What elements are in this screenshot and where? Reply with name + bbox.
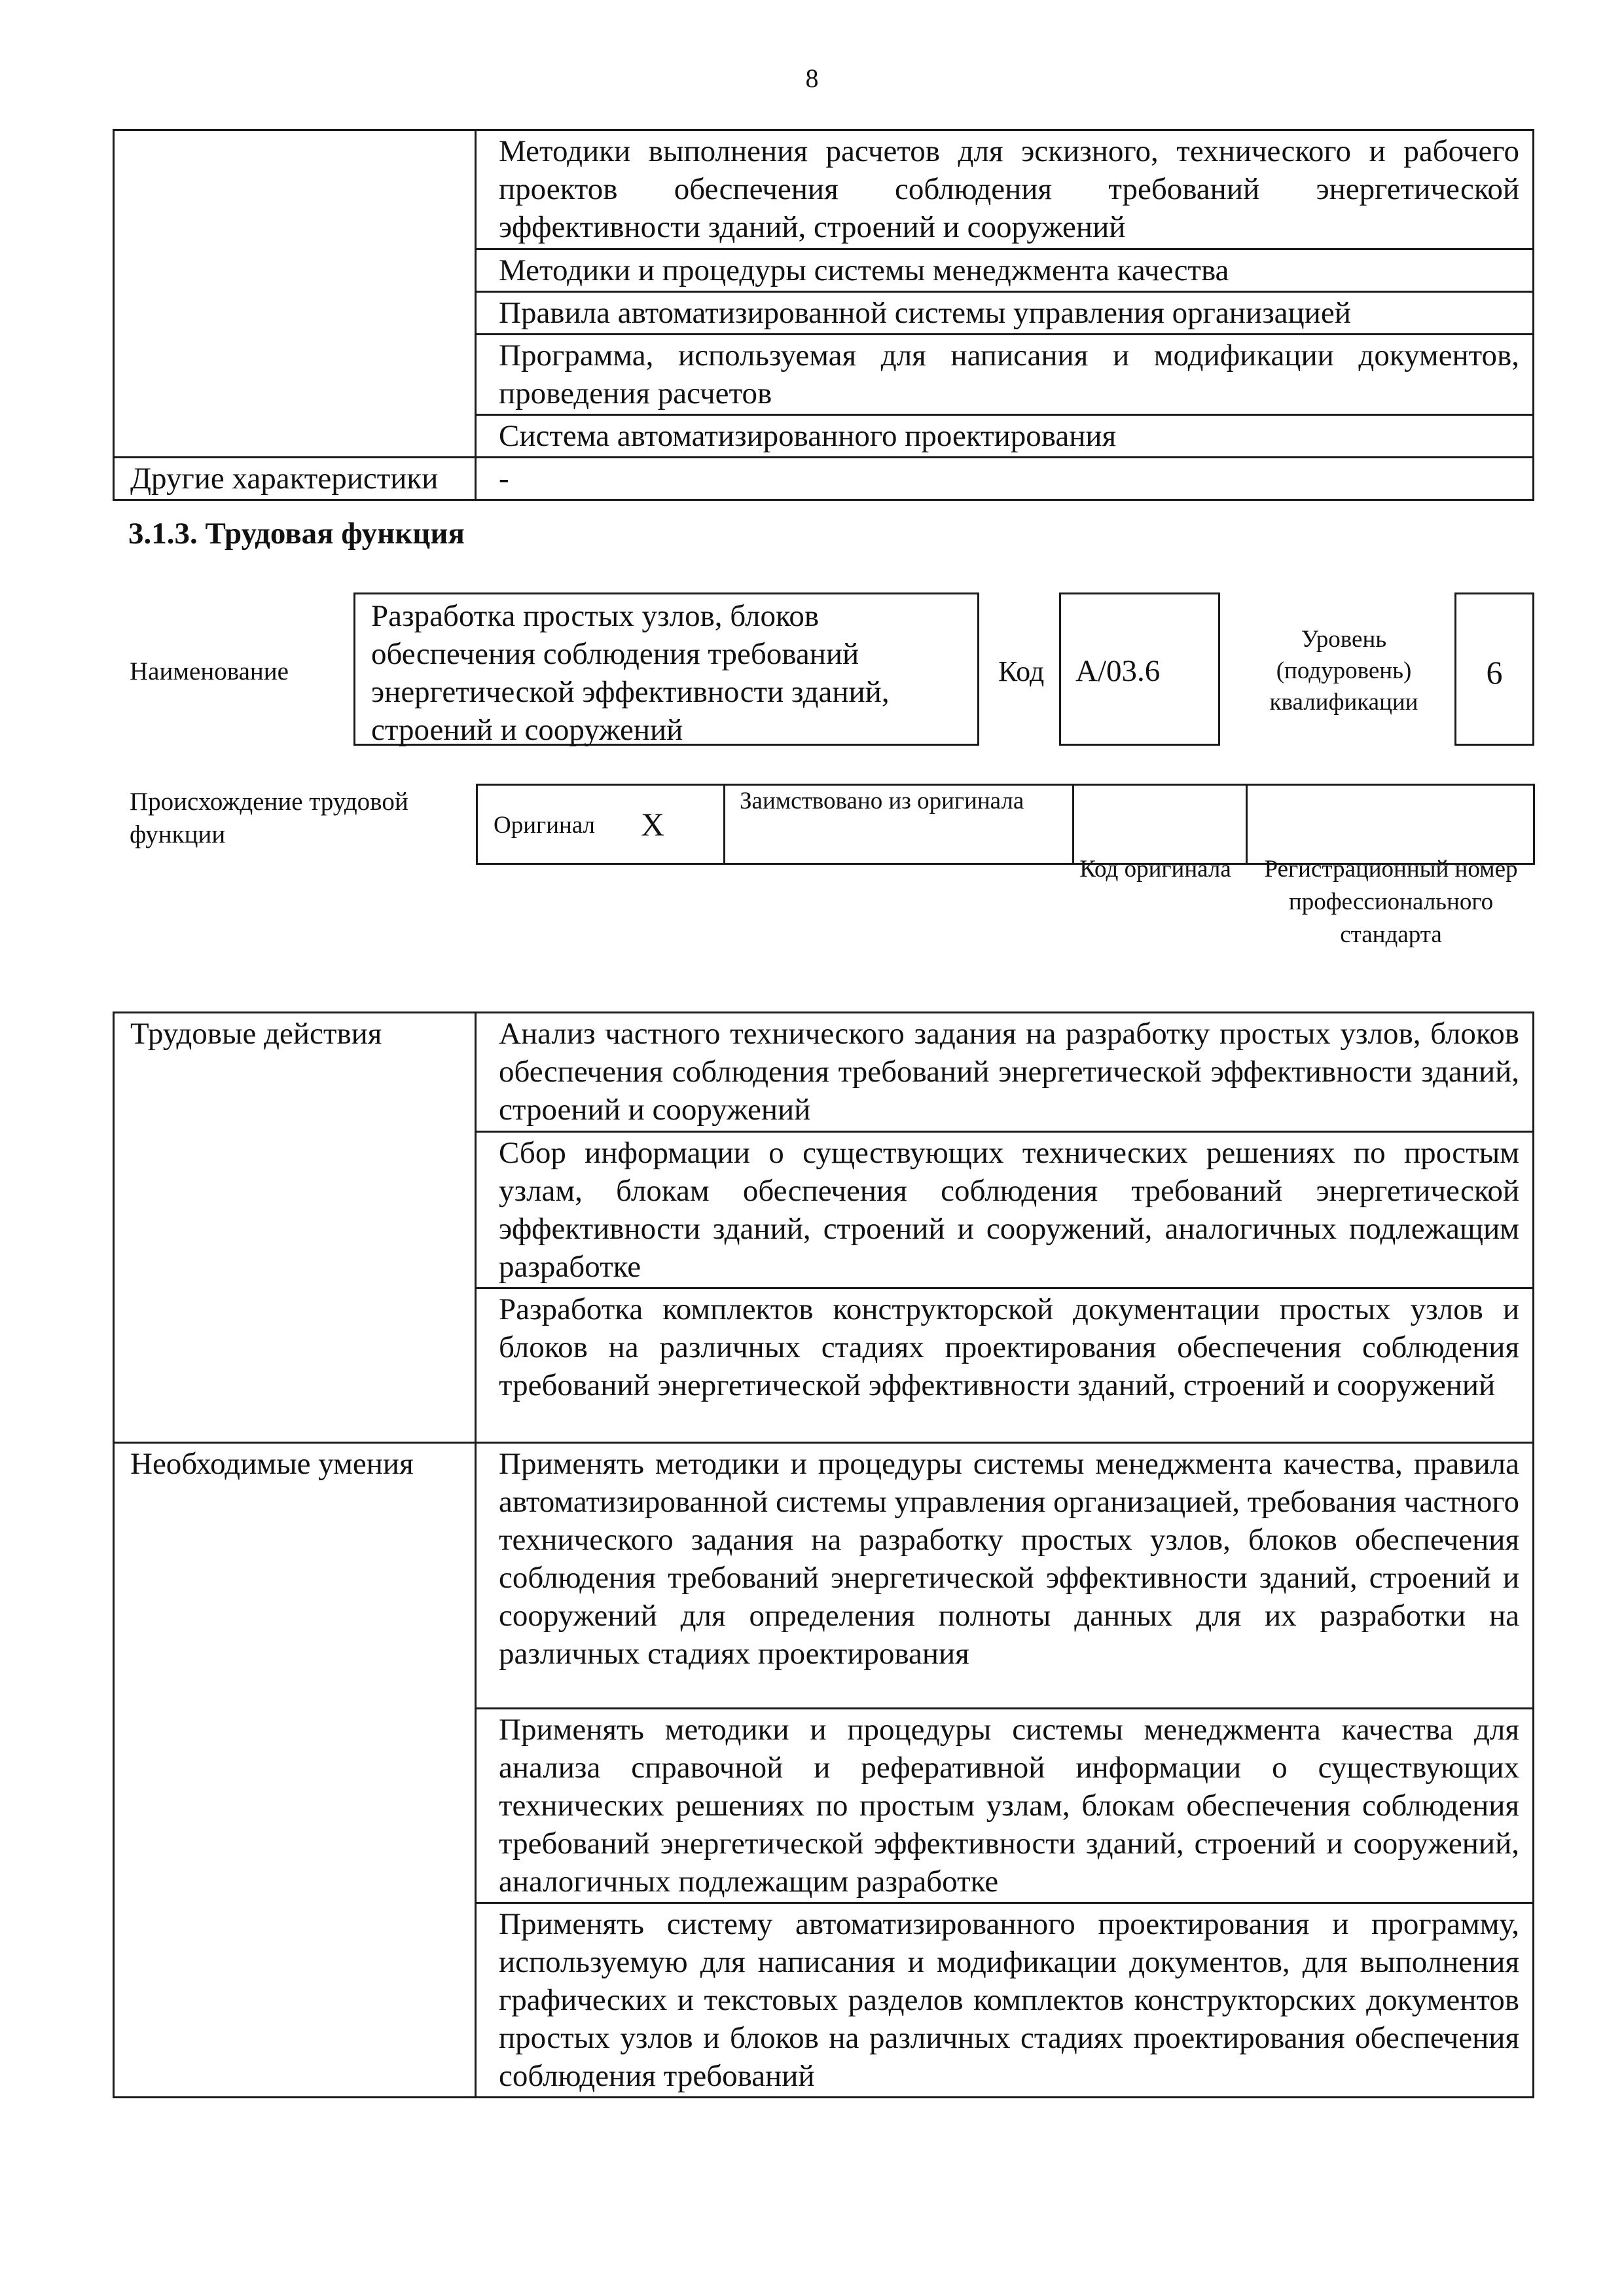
function-code-box: A/03.6 <box>1059 592 1220 746</box>
knowledge-item: Правила автоматизированной системы управления организацией <box>476 292 1534 335</box>
knowledge-item: Методики и процедуры системы менеджмента качества <box>476 249 1534 292</box>
labor-action-item: Анализ частного технического задания на разработку простых узлов, блоков обеспечения соблюдения требований энергетической эффективности зданий, строений и сооружений <box>476 1013 1534 1132</box>
registration-number-caption: Регистрационный номер профессионального стандарта <box>1264 856 1518 948</box>
borrowed-cell: Заимствовано из оригинала <box>725 785 1074 864</box>
other-characteristics-value: - <box>476 458 1534 500</box>
knowledge-item: Методики выполнения расчетов для эскизного, технического и рабочего проектов обеспечения соблюдения требований энергетической эффективности зданий, строений и сооружений <box>476 130 1534 249</box>
original-code-caption: Код оригинала <box>1079 856 1231 883</box>
qualification-level-label: Уровень (подуровень) квалификации <box>1269 626 1418 716</box>
section-heading: 3.1.3. Трудовая функция <box>128 517 465 551</box>
labor-action-item: Сбор информации о существующих технических решениях по простым узлам, блокам обеспечения соблюдения требований энергетической эффективности зданий, строений и сооружений, аналогичных подлежащим разработке <box>476 1132 1534 1288</box>
other-characteristics-label: Другие характеристики <box>114 458 476 500</box>
registration-number-cell <box>1247 785 1534 864</box>
original-label: Оригинал <box>494 812 596 839</box>
knowledge-item: Система автоматизированного проектирования <box>476 415 1534 458</box>
labor-action-item: Разработка комплектов конструкторской документации простых узлов и блоков на различных стадиях проектирования обеспечения соблюдения требований энергетической эффективности зданий, строений и сооружений <box>476 1288 1534 1443</box>
knowledge-item: Программа, используемая для написания и модификации документов, проведения расчетов <box>476 335 1534 415</box>
knowledge-label-cell <box>114 130 476 458</box>
origin-label <box>130 786 457 851</box>
page-number: 8 <box>805 64 819 93</box>
knowledge-table-continuation <box>113 129 1534 501</box>
labor-functions-table <box>113 1011 1534 2098</box>
required-skills-label: Необходимые умения <box>114 1443 476 2098</box>
skill-item: Применять методики и процедуры системы менеджмента качества, правила автоматизированной системы управления организацией, требования частного технического задания на разработку простых узлов, блоков обеспечения соблюдения требований энергетической эффективности зданий, строений и сооружений для определения полноты данных для их разработки на различных стадиях проектирования <box>476 1443 1534 1709</box>
original-code-cell <box>1074 785 1247 864</box>
original-cell <box>477 785 725 864</box>
code-label: Код <box>998 655 1045 687</box>
qualification-level-box: 6 <box>1454 592 1534 746</box>
name-label: Наименование <box>130 657 289 685</box>
origin-label-text: Происхождение трудовой функции <box>130 788 408 848</box>
original-mark: X <box>641 806 665 843</box>
skill-item: Применять методики и процедуры системы менеджмента качества для анализа справочной и реферативной информации о существующих технических решениях по простым узлам, блокам обеспечения соблюдения требований энергетической эффективности зданий, строений и сооружений, аналогичных подлежащим разработке <box>476 1709 1534 1903</box>
function-title-box: Разработка простых узлов, блоков обеспечения соблюдения требований энергетической эффективности зданий, строений и сооружений <box>353 592 979 746</box>
labor-actions-label: Трудовые действия <box>114 1013 476 1443</box>
skill-item: Применять систему автоматизированного проектирования и программу, используемую для написания и модификации документов, для выполнения графических и текстовых разделов комплектов конструкторских документов простых узлов и блоков на различных стадиях проектирования обеспечения соблюдения требований <box>476 1903 1534 2098</box>
